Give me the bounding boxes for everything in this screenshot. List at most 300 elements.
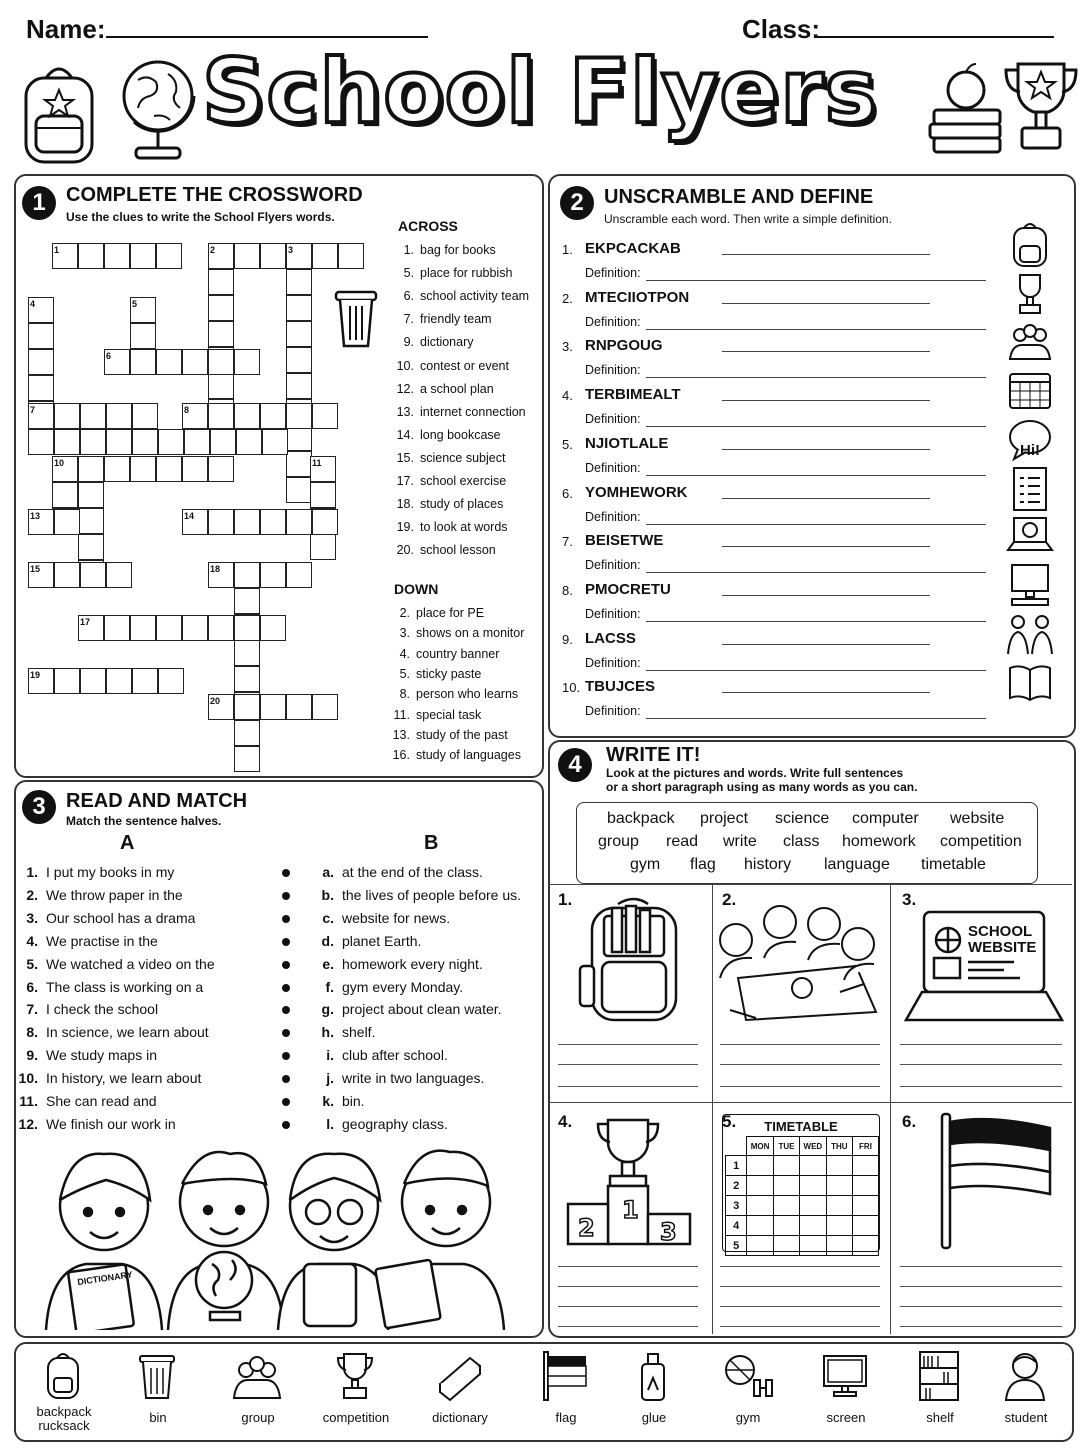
definition-label: Definition: [585,266,641,280]
crossword-cell[interactable] [286,373,312,399]
unscramble-number: 3. [562,339,573,355]
timetable-cell[interactable] [747,1236,774,1256]
crossword-cell[interactable] [208,349,234,375]
definition-label: Definition: [585,412,641,427]
calendar-icon [1006,366,1054,414]
writing-line[interactable] [900,1326,1062,1327]
crossword-cell[interactable] [286,269,312,295]
picture-grid-divider-1 [712,884,713,1334]
writing-line[interactable] [558,1064,698,1065]
crossword-number: 3 [288,245,294,255]
timetable-cell[interactable] [773,1156,799,1176]
timetable-cell[interactable] [800,1196,827,1216]
book-icon [434,1350,486,1402]
class-label: Class: [742,14,821,44]
section-number-1: 1 [22,186,56,220]
match-right-item: e. homework every night. [322,955,483,972]
vocab-label: backpack [36,1404,92,1419]
timetable-cell[interactable] [826,1196,852,1216]
crossword-cell[interactable] [286,403,312,429]
crossword-cell[interactable] [234,746,260,772]
students-illustration [28,1140,528,1330]
class-field[interactable] [816,36,1054,38]
podium-second: 2 [578,1214,595,1242]
crossword-number: 8 [184,405,190,415]
writing-line[interactable] [720,1286,880,1287]
dictionary-book-label: DICTIONARY [76,1269,134,1288]
match-left-item: 4. We practise in the [26,932,158,949]
crossword-cell[interactable] [260,403,286,429]
crossword-cell[interactable] [52,482,78,508]
crossword-cell[interactable] [260,562,286,588]
definition-line[interactable] [646,377,986,378]
timetable-cell[interactable] [852,1216,878,1236]
answer-line[interactable] [722,692,930,693]
crossword-cell[interactable] [234,666,260,692]
writing-line[interactable] [558,1086,698,1087]
group-icon [1006,317,1054,365]
answer-line[interactable] [722,595,930,596]
writing-line[interactable] [720,1086,880,1087]
word-bank-item: homework [842,833,916,850]
crossword-cell[interactable] [54,668,80,694]
vocab-label: glue [641,1410,667,1425]
globe-icon [114,52,206,164]
definition-label: Definition: [585,314,641,329]
match-left-item: 9. We study maps in [26,1047,158,1064]
crossword-cell[interactable] [208,321,234,347]
crossword-cell[interactable] [80,403,106,429]
crossword-cell[interactable] [78,534,104,560]
definition-label: Definition: [585,460,641,475]
crossword-cell[interactable] [184,429,210,455]
writing-line[interactable] [720,1266,880,1267]
crossword-cell[interactable] [286,477,312,503]
timetable-period: 4 [726,1216,747,1236]
crossword-cell[interactable] [132,668,158,694]
match-left-item: 1. I put my books in my [26,864,175,880]
school-website-picture [904,908,1064,1024]
writing-line[interactable] [558,1044,698,1045]
word-bank-item: write [723,833,757,850]
answer-line[interactable] [722,498,930,499]
timetable-cell[interactable] [747,1176,774,1196]
crossword-cell[interactable] [260,509,286,535]
match-left-item: 3. Our school has a drama [26,909,196,926]
write-title: WRITE IT! [606,744,701,766]
answer-line[interactable] [722,400,930,401]
across-clue: 9. dictionary [403,335,474,350]
crossword-cell[interactable] [208,456,234,482]
match-dot[interactable] [282,984,290,992]
crossword-cell[interactable] [130,243,156,269]
crossword-cell[interactable] [28,323,54,349]
crossword-cell[interactable] [28,375,54,401]
unscramble-number: 4. [562,388,573,404]
crossword-number: 15 [30,564,41,574]
definition-line[interactable] [646,280,986,281]
trophy-icon [1000,56,1082,156]
writing-line[interactable] [900,1306,1062,1307]
vocab-label: screen [826,1410,866,1425]
crossword-cell[interactable] [260,243,286,269]
across-clue: 5. place for rubbish [403,266,513,281]
match-right-item: i. club after school. [326,1047,448,1064]
match-right-item: d. planet Earth. [321,932,422,949]
writing-line[interactable] [558,1326,698,1327]
crossword-cell[interactable] [158,668,184,694]
crossword-cell[interactable] [106,429,132,455]
crossword-cell[interactable] [80,668,106,694]
website-text-1: SCHOOL [968,923,1033,940]
vocab-label: dictionary [432,1410,488,1425]
section-number-3: 3 [22,790,56,824]
timetable-cell[interactable] [773,1176,799,1196]
crossword-cell[interactable] [260,694,286,720]
word-bank-item: science [775,810,830,827]
gym-icon [722,1350,774,1402]
picture-grid-top [548,884,1072,885]
group-project-picture [716,900,886,1024]
crossword-cell[interactable] [158,429,184,455]
timetable-cell[interactable] [800,1156,827,1176]
writing-line[interactable] [900,1086,1062,1087]
podium-trophy-picture [566,1116,694,1246]
match-dot[interactable] [282,869,290,877]
crossword-cell[interactable] [80,429,106,455]
scrambled-word: YOMHEWORK [585,483,688,501]
definition-line[interactable] [646,718,986,719]
crossword-cell[interactable] [234,243,260,269]
crossword-cell[interactable] [54,429,80,455]
write-subtitle-2: or a short paragraph using as many words as you can. [606,780,918,794]
scrambled-word: PMOCRETU [585,580,671,598]
timetable-cell[interactable] [852,1196,878,1216]
crossword-cell[interactable] [286,295,312,321]
crossword-cell[interactable] [208,295,234,321]
match-right-item: c. website for news. [322,909,451,926]
match-dot[interactable] [282,961,290,969]
word-bank-item: gym [630,856,661,873]
answer-line[interactable] [722,254,930,255]
crossword-cell[interactable] [156,456,182,482]
scrambled-word: NJIOTLALE [585,434,669,452]
crossword-cell[interactable] [182,456,208,482]
crossword-cell[interactable] [106,668,132,694]
definition-line[interactable] [646,426,986,427]
match-left-item: 5. We watched a video on the [26,955,215,972]
definition-label: Definition: [585,655,641,670]
writing-line[interactable] [558,1286,698,1287]
crossword-cell[interactable] [208,373,234,399]
crossword-cell[interactable] [78,482,104,508]
crossword-cell[interactable] [156,349,182,375]
open-book-icon [1006,658,1054,706]
crossword-cell[interactable] [234,588,260,614]
picture-grid-middle [548,1102,1072,1103]
crossword-cell[interactable] [310,534,336,560]
crossword-cell[interactable] [182,349,208,375]
backpack-picture [578,896,688,1024]
writing-line[interactable] [720,1306,880,1307]
word-bank-item: read [666,833,699,850]
across-clue: 13. internet connection [396,404,526,419]
picture-number: 4. [558,1112,573,1131]
picture-number: 5. [722,1112,737,1131]
backpack-icon [12,58,108,168]
down-clue: 8. person who learns [399,687,519,702]
crossword-cell[interactable] [78,456,104,482]
timetable-cell[interactable] [773,1216,799,1236]
crossword-cell[interactable] [130,349,156,375]
crossword-cell[interactable] [286,694,312,720]
crossword-cell[interactable] [208,403,234,429]
writing-line[interactable] [900,1044,1062,1045]
crossword-cell[interactable] [286,451,312,477]
word-bank-item: history [744,856,792,873]
crossword-cell[interactable] [312,243,338,269]
answer-line[interactable] [722,546,930,547]
backpack-icon [38,1350,90,1402]
timetable-cell[interactable] [800,1216,827,1236]
answer-line[interactable] [722,644,930,645]
crossword-cell[interactable] [234,403,260,429]
crossword-cell[interactable] [312,403,338,429]
unscramble-number: 2. [562,290,573,306]
crossword-number: 17 [80,617,91,627]
match-title: READ AND MATCH [66,790,248,812]
scrambled-word: EKPCACKAB [585,240,681,257]
crossword-cell[interactable] [132,429,158,455]
crossword-cell[interactable] [28,429,54,455]
crossword-cell[interactable] [104,243,130,269]
class-icon [1006,610,1054,658]
crossword-cell[interactable] [80,562,106,588]
down-clue: 11. special task [393,707,482,722]
crossword-cell[interactable] [156,615,182,641]
word-bank-item: timetable [921,856,986,873]
crossword-cell[interactable] [208,269,234,295]
crossword-cell[interactable] [208,509,234,535]
match-left-item: 12. We finish our work in [18,1115,176,1132]
match-left-item: 11. She can read and [19,1093,157,1109]
match-right-item: j. write in two languages. [326,1070,485,1087]
writing-line[interactable] [720,1326,880,1327]
picture-number: 6. [902,1112,917,1131]
writing-line[interactable] [900,1064,1062,1065]
answer-line[interactable] [722,303,930,304]
crossword-number: 14 [184,511,195,521]
writing-line[interactable] [558,1306,698,1307]
writing-line[interactable] [900,1266,1062,1267]
speech-bubble-text: Hi! [1020,442,1040,459]
crossword-cell[interactable] [234,509,260,535]
across-clue: 6. school activity team [403,289,530,304]
screen-icon [820,1350,872,1402]
definition-line[interactable] [646,329,986,330]
crossword-cell[interactable] [286,562,312,588]
crossword-cell[interactable] [54,509,80,535]
definition-line[interactable] [646,572,986,573]
definition-label: Definition: [585,558,641,573]
crossword-cell[interactable] [130,615,156,641]
definition-line[interactable] [646,524,986,525]
across-clue: 12. a school plan [396,381,494,396]
writing-line[interactable] [558,1266,698,1267]
unscramble-number: 5. [562,436,573,452]
writing-line[interactable] [720,1064,880,1065]
match-left-item: 10. In history, we learn about [18,1070,202,1087]
scrambled-word: MTECIIOTPON [585,288,690,306]
scrambled-word: BEISETWE [585,532,664,550]
crossword-cell[interactable] [104,456,130,482]
unscramble-panel [548,174,1076,738]
trophy-icon [1006,269,1054,317]
scrambled-word: LACSS [585,629,636,647]
crossword-number: 19 [30,670,41,680]
crossword-cell[interactable] [104,615,130,641]
crossword-cell[interactable] [286,321,312,347]
timetable-cell[interactable] [773,1236,799,1256]
timetable-cell[interactable] [800,1236,827,1256]
crossword-cell[interactable] [106,403,132,429]
timetable-cell[interactable] [773,1196,799,1216]
crossword-cell[interactable] [234,720,260,746]
vocab-label-alt: rucksack [38,1418,90,1433]
timetable-cell[interactable] [826,1236,852,1256]
match-right-item: b. the lives of people before us. [321,886,522,903]
unscramble-number: 6. [562,485,573,501]
crossword-cell[interactable] [236,429,262,455]
across-clue: 15. science subject [396,450,506,465]
crossword-cell[interactable] [234,640,260,666]
crossword-cell[interactable] [260,615,286,641]
glue-icon [628,1350,680,1402]
crossword-cell[interactable] [312,694,338,720]
match-right-item: f. gym every Monday. [325,978,464,995]
crossword-cell[interactable] [310,482,336,508]
bin-icon [332,286,380,350]
crossword-cell[interactable] [234,694,260,720]
definition-line[interactable] [646,670,986,671]
crossword-cell[interactable] [234,562,260,588]
definition-line[interactable] [646,475,986,476]
match-dot[interactable] [282,892,290,900]
match-dot[interactable] [282,938,290,946]
crossword-cell[interactable] [106,562,132,588]
timetable-cell[interactable] [747,1156,774,1176]
definition-label: Definition: [585,509,641,524]
crossword-number: 10 [54,458,65,468]
podium-first: 1 [622,1196,639,1224]
group-icon [232,1350,284,1402]
timetable-cell[interactable] [826,1156,852,1176]
crossword-cell[interactable] [182,615,208,641]
match-right-item: l. geography class. [326,1115,448,1132]
crossword-number: 18 [210,564,221,574]
crossword-cell[interactable] [312,509,338,535]
timetable-cell[interactable] [852,1236,878,1256]
crossword-cell[interactable] [130,323,156,349]
crossword-cell[interactable] [78,243,104,269]
timetable-cell[interactable] [852,1176,878,1196]
timetable-title: TIMETABLE [764,1119,838,1134]
name-field[interactable] [106,36,428,38]
timetable-cell[interactable] [800,1176,827,1196]
crossword-cell[interactable] [208,615,234,641]
crossword-number: 7 [30,405,36,415]
timetable-cell[interactable] [826,1176,852,1196]
crossword-number: 2 [210,245,216,255]
word-bank-item: language [824,856,890,873]
section-number-4: 4 [558,748,592,782]
match-left-item: 6. The class is working on a [26,978,204,995]
section-number-2: 2 [560,186,594,220]
match-dot[interactable] [282,1121,290,1129]
crossword-number: 1 [54,245,60,255]
crossword-cell[interactable] [286,347,312,373]
crossword-cell[interactable] [286,509,312,535]
answer-line[interactable] [722,449,930,450]
timetable-cell[interactable] [826,1216,852,1236]
crossword-cell[interactable] [28,349,54,375]
word-bank-item: website [950,810,1005,827]
crossword-number: 5 [132,299,138,309]
crossword-cell[interactable] [54,562,80,588]
crossword-cell[interactable] [78,508,104,534]
crossword-cell[interactable] [156,243,182,269]
across-clue: 14. long bookcase [396,427,501,442]
timetable-period: 3 [726,1196,747,1216]
down-clue: 4. country banner [399,646,500,661]
writing-line[interactable] [720,1044,880,1045]
crossword-cell[interactable] [130,456,156,482]
answer-line[interactable] [722,351,930,352]
across-clue: 7. friendly team [403,312,492,327]
vocab-label: group [241,1410,275,1425]
crossword-cell[interactable] [234,349,260,375]
unscramble-number: 10. [562,680,581,696]
crossword-cell[interactable] [262,429,288,455]
crossword-subtitle: Use the clues to write the School Flyers words. [66,210,335,224]
timetable-cell[interactable] [852,1156,878,1176]
match-dot[interactable] [282,1098,290,1106]
column-a-heading: A [120,832,135,854]
across-clue: 10. contest or event [396,358,509,373]
timetable-day: TUE [773,1137,799,1156]
definition-line[interactable] [646,621,986,622]
crossword-cell[interactable] [132,403,158,429]
writing-line[interactable] [900,1286,1062,1287]
crossword-cell[interactable] [234,615,260,641]
timetable-cell[interactable] [747,1196,774,1216]
word-bank-item: backpack [607,810,675,827]
crossword-cell[interactable] [54,403,80,429]
crossword-cell[interactable] [338,243,364,269]
page-title: School Flyers [202,40,879,143]
match-dot[interactable] [282,915,290,923]
timetable-cell[interactable] [747,1216,774,1236]
match-right-item: a. at the end of the class. [322,864,483,880]
crossword-number: 6 [106,351,112,361]
student-icon [1000,1350,1052,1402]
timetable-day: WED [800,1137,827,1156]
scrambled-word: TBUJCES [585,678,656,696]
word-bank-item: computer [852,810,919,827]
scrambled-word: TERBIMEALT [585,386,681,404]
timetable-picture [722,1114,880,1252]
crossword-cell[interactable] [210,429,236,455]
